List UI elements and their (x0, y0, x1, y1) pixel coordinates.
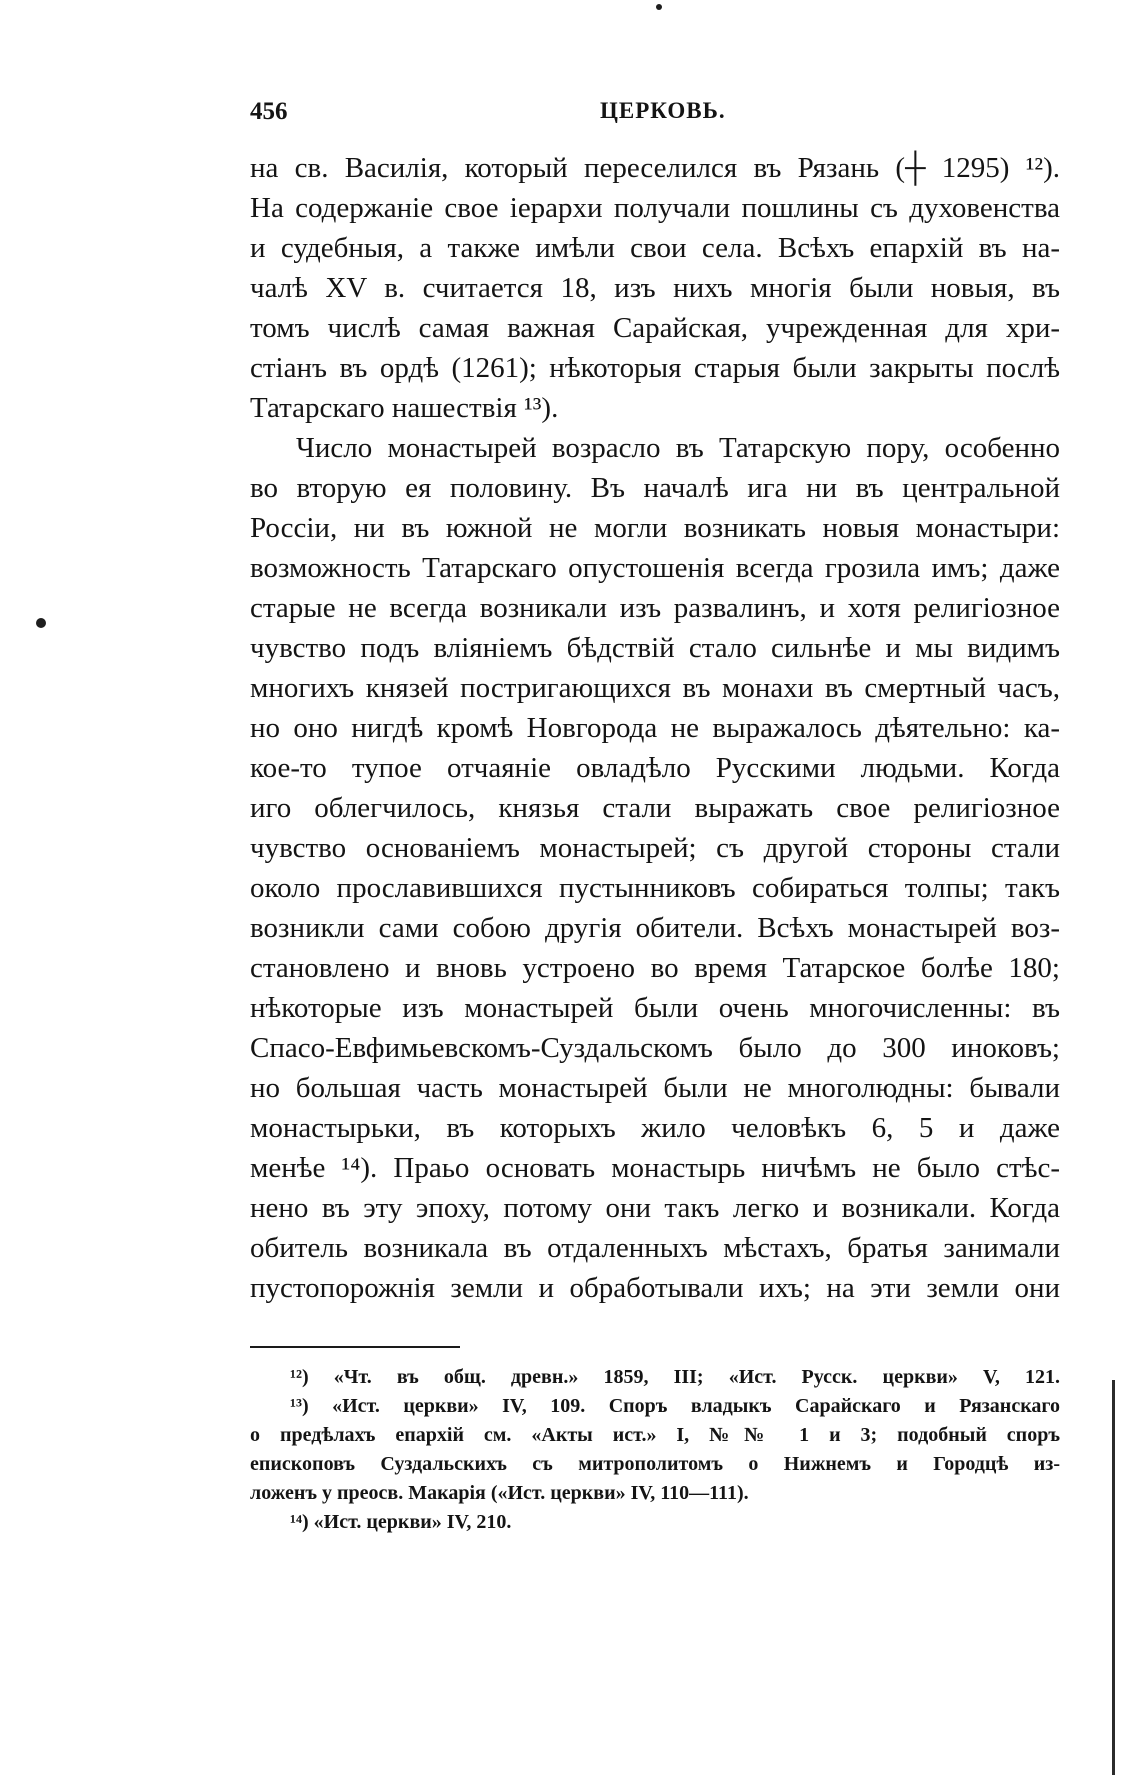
footnote-line: ¹²) «Чт. въ общ. древн.» 1859, III; «Ист. Русск. церкви» V, 121. (290, 1366, 1060, 1388)
footnote-line: ложенъ у преосв. Макарія («Ист. церкви» IV, 110—111). (250, 1482, 749, 1504)
text-line: стіанъ въ ордѣ (1261); нѣкоторыя старыя были закрыты послѣ (250, 352, 1060, 384)
running-title: ЦЕРКОВЬ. (600, 98, 726, 123)
text-line: монастырьки, въ которыхъ жило человѣкъ 6, 5 и даже (250, 1112, 1060, 1144)
text-line: и судебныя, а также имѣли свои села. Всѣхъ епархій въ на- (250, 232, 1060, 264)
page-edge-shadow (1112, 1380, 1115, 1775)
page-number: 456 (250, 98, 288, 125)
ink-speck (36, 618, 46, 628)
footnote-line: о предѣлахъ епархій см. «Акты ист.» I, №№ 1 и 3; подобный споръ (250, 1424, 1060, 1446)
text-line: Спасо-Евфимьевскомъ-Суздальскомъ было до 300 иноковъ; (250, 1032, 1060, 1064)
text-line: нѣкоторые изъ монастырей были очень многочисленны: въ (250, 992, 1060, 1024)
text-line: во вторую ея половину. Въ началѣ ига ни въ центральной (250, 472, 1060, 504)
page-header (250, 98, 1060, 134)
text-line: кое-то тупое отчаяніе овладѣло Русскими людьми. Когда (250, 752, 1060, 784)
footnote-separator (250, 1346, 460, 1348)
footnote-line: епископовъ Суздальскихъ съ митрополитомъ о Нижнемъ и Городцѣ из- (250, 1453, 1060, 1475)
text-line: Татарскаго нашествія ¹³). (250, 392, 559, 424)
text-line: многихъ князей постригающихся въ монахи въ смертный часъ, (250, 672, 1060, 704)
text-line: чалѣ XV в. считается 18, изъ нихъ многія были новыя, въ (250, 272, 1060, 304)
footnotes (250, 1363, 1060, 1537)
text-line: становлено и вновь устроено во время Татарское болѣе 180; (250, 952, 1060, 984)
text-line: обитель возникала въ отдаленныхъ мѣстахъ, братья занимали (250, 1232, 1060, 1264)
footnote-line: ¹⁴) «Ист. церкви» IV, 210. (290, 1511, 512, 1533)
text-line: томъ числѣ самая важная Сарайская, учрежденная для хри- (250, 312, 1060, 344)
text-line: Россіи, ни въ южной не могли возникать новыя монастыри: (250, 512, 1060, 544)
text-line: На содержаніе свое іерархи получали пошлины съ духовенства (250, 192, 1060, 224)
text-line: менѣе ¹⁴). Праьо основать монастырь ничѣмъ не было стѣс- (250, 1152, 1060, 1184)
text-line: на св. Василія, который переселился въ Рязань (┼ 1295) ¹²). (250, 152, 1060, 184)
text-line: нено въ эту эпоху, потому они такъ легко и возникали. Когда (250, 1192, 1060, 1224)
text-line: чувство основаніемъ монастырей; съ другой стороны стали (250, 832, 1060, 864)
text-line: Число монастырей возрасло въ Татарскую пору, особенно (296, 432, 1060, 464)
text-line: но оно нигдѣ кромѣ Новгорода не выражалось дѣятельно: ка- (250, 712, 1060, 744)
footnote-line: ¹³) «Ист. церкви» IV, 109. Споръ владыкъ Сарайскаго и Рязанскаго (290, 1395, 1060, 1417)
text-line: старые не всегда возникали изъ развалинъ, и хотя религіозное (250, 592, 1060, 624)
body-text (250, 148, 1060, 1308)
text-line: около прославившихся пустынниковъ собираться толпы; такъ (250, 872, 1060, 904)
text-line: чувство подъ вліяніемъ бѣдствій стало сильнѣе и мы видимъ (250, 632, 1060, 664)
text-line: но большая часть монастырей были не многолюдны: бывали (250, 1072, 1060, 1104)
ink-speck (656, 4, 662, 10)
text-line: иго облегчилось, князья стали выражать свое религіозное (250, 792, 1060, 824)
text-line: пустопорожнія земли и обработывали ихъ; на эти земли они (250, 1272, 1060, 1304)
text-line: возможность Татарскаго опустошенія всегда грозила имъ; даже (250, 552, 1060, 584)
text-line: возникли сами собою другія обители. Всѣхъ монастырей воз- (250, 912, 1060, 944)
